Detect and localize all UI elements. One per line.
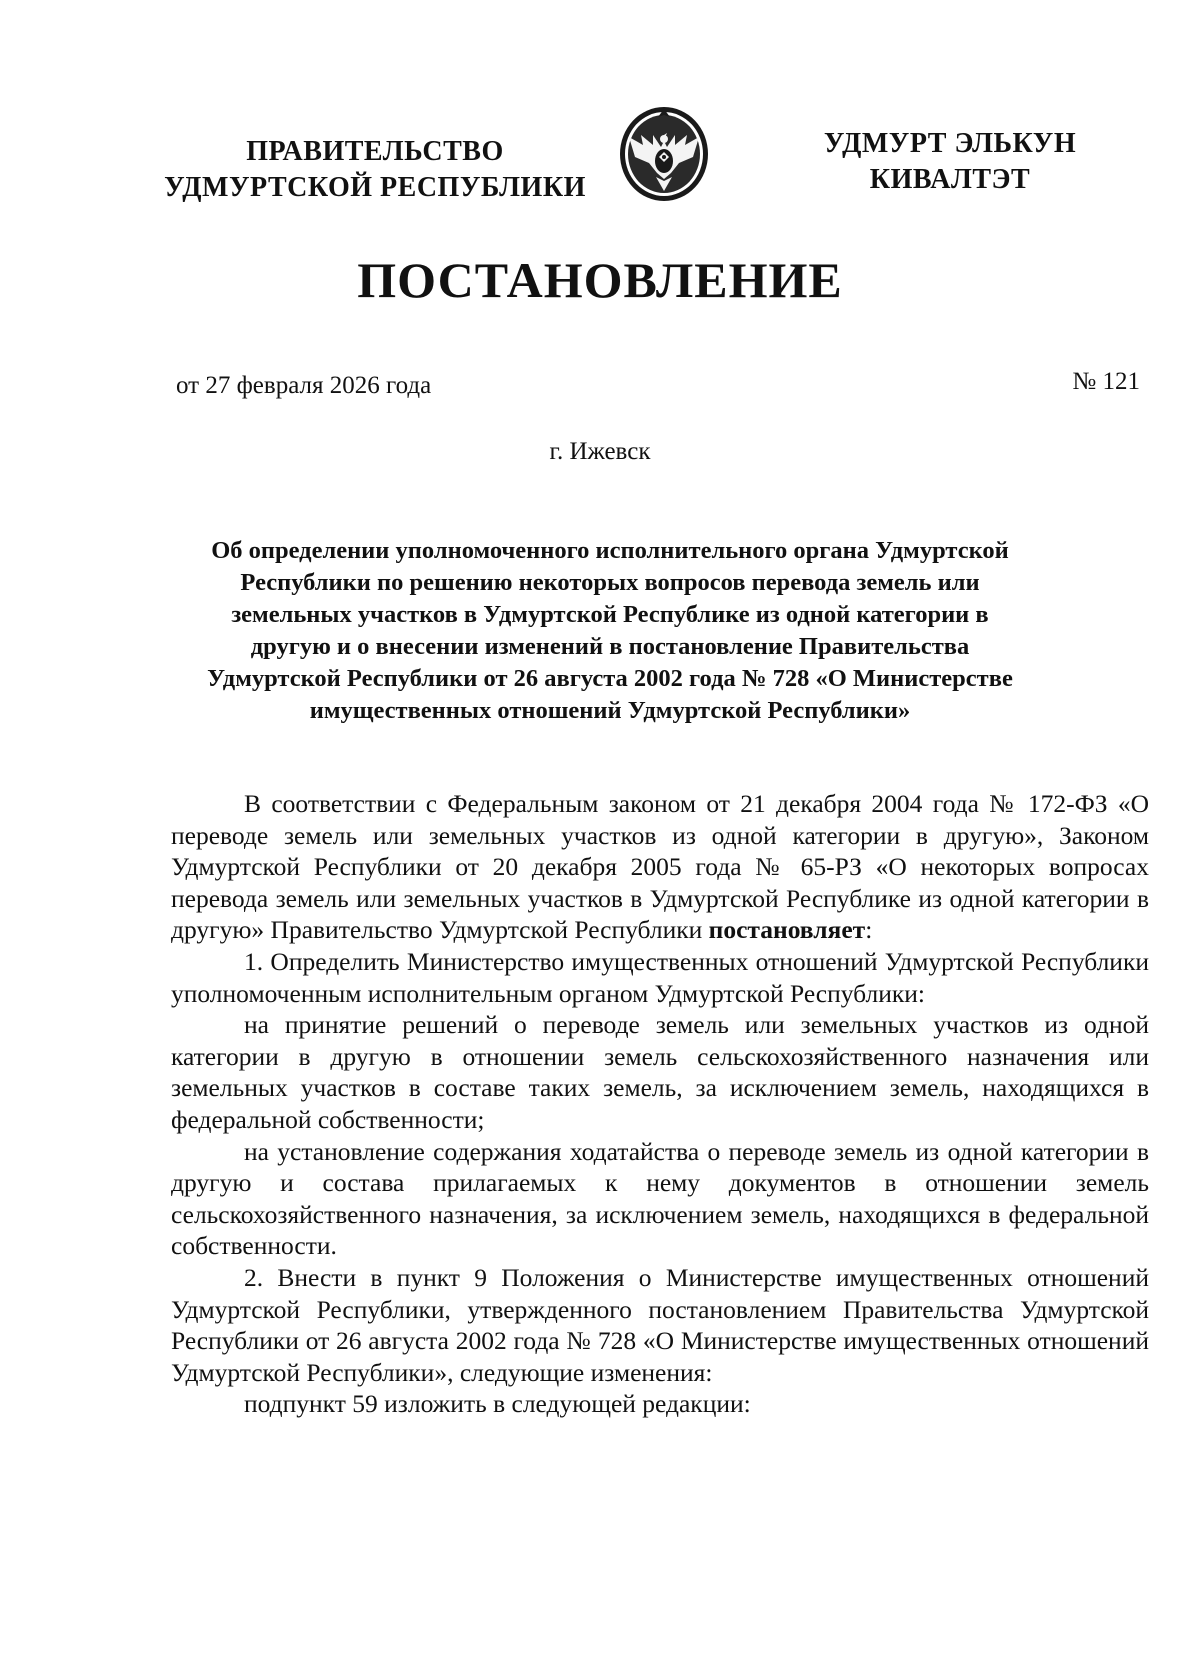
- document-subject: [160, 535, 1060, 727]
- document-title: ПОСТАНОВЛЕНИЕ: [357, 252, 843, 308]
- header-left-line-1: ПРАВИТЕЛЬСТВО: [246, 136, 504, 167]
- document-city: г. Ижевск: [549, 438, 651, 465]
- paragraph-1a: на принятие решений о переводе земель или земельных участков из одной категории в другую в отношении земель сельскохозяйственного назначения или земельных участков в составе таких земель, за исключением земель, находящихся в федеральной собственности;: [171, 1010, 1149, 1134]
- header-right-line-2: КИВАЛТЭТ: [869, 164, 1031, 195]
- subject-line: земельных участков в Удмуртской Республике из одной категории в: [231, 601, 989, 628]
- header-left: [160, 134, 590, 206]
- subject-line: Республики по решению некоторых вопросов перевода земель или: [240, 569, 980, 596]
- preamble-paragraph: [171, 788, 1149, 946]
- subject-line: Удмуртской Республики от 26 августа 2002 года № 728 «О Министерстве: [207, 665, 1013, 692]
- header-right-line-1: УДМУРТ ЭЛЬКУН: [823, 128, 1077, 159]
- subject-line: другую и о внесении изменений в постановление Правительства: [250, 633, 970, 660]
- paragraph-1b: на установление содержания ходатайства о переводе земель из одной категории в другую и состава прилагаемых к нему документов в отношении земель сельскохозяйственного назначения, за исключением земель, находящихся в федеральной собственности.: [171, 1136, 1149, 1261]
- preamble-keyword: постановляет: [708, 915, 866, 945]
- preamble-text: В соответствии с Федеральным законом от 21 декабря 2004 года № 172-ФЗ «О переводе земель или земельных участков из одной категории в другую», Законом Удмуртской Республики от 20 декабря 2005 года № 65-РЗ «О некоторых вопросах перевода земель или земельных участков в Удмуртской Республике из одной категории в другую» Правительство Удмуртской Республики: [171, 789, 1149, 945]
- preamble-colon: :: [865, 915, 873, 945]
- paragraph-2a: подпункт 59 изложить в следующей редакции:: [244, 1389, 751, 1419]
- document-date: от 27 февраля 2026 года: [176, 372, 432, 399]
- document-body: [171, 788, 1149, 1420]
- paragraph-1: 1. Определить Министерство имущественных отношений Удмуртской Республики уполномоченным исполнительным органом Удмуртской Республики:: [171, 946, 1149, 1008]
- coat-of-arms-icon: [609, 105, 719, 203]
- document-number: № 121: [1072, 368, 1140, 395]
- subject-line: Об определении уполномоченного исполнительного органа Удмуртской: [211, 537, 1009, 564]
- header-left-line-2: УДМУРТСКОЙ РЕСПУБЛИКИ: [164, 172, 586, 203]
- header-right: [800, 126, 1100, 198]
- subject-line: имущественных отношений Удмуртской Республики»: [309, 697, 911, 724]
- paragraph-2: 2. Внести в пункт 9 Положения о Министерстве имущественных отношений Удмуртской Республики, утвержденного постановлением Правительства Удмуртской Республики от 26 августа 2002 года № 728 «О Министерстве имущественных отношений Удмуртской Республики», следующие изменения:: [171, 1262, 1149, 1387]
